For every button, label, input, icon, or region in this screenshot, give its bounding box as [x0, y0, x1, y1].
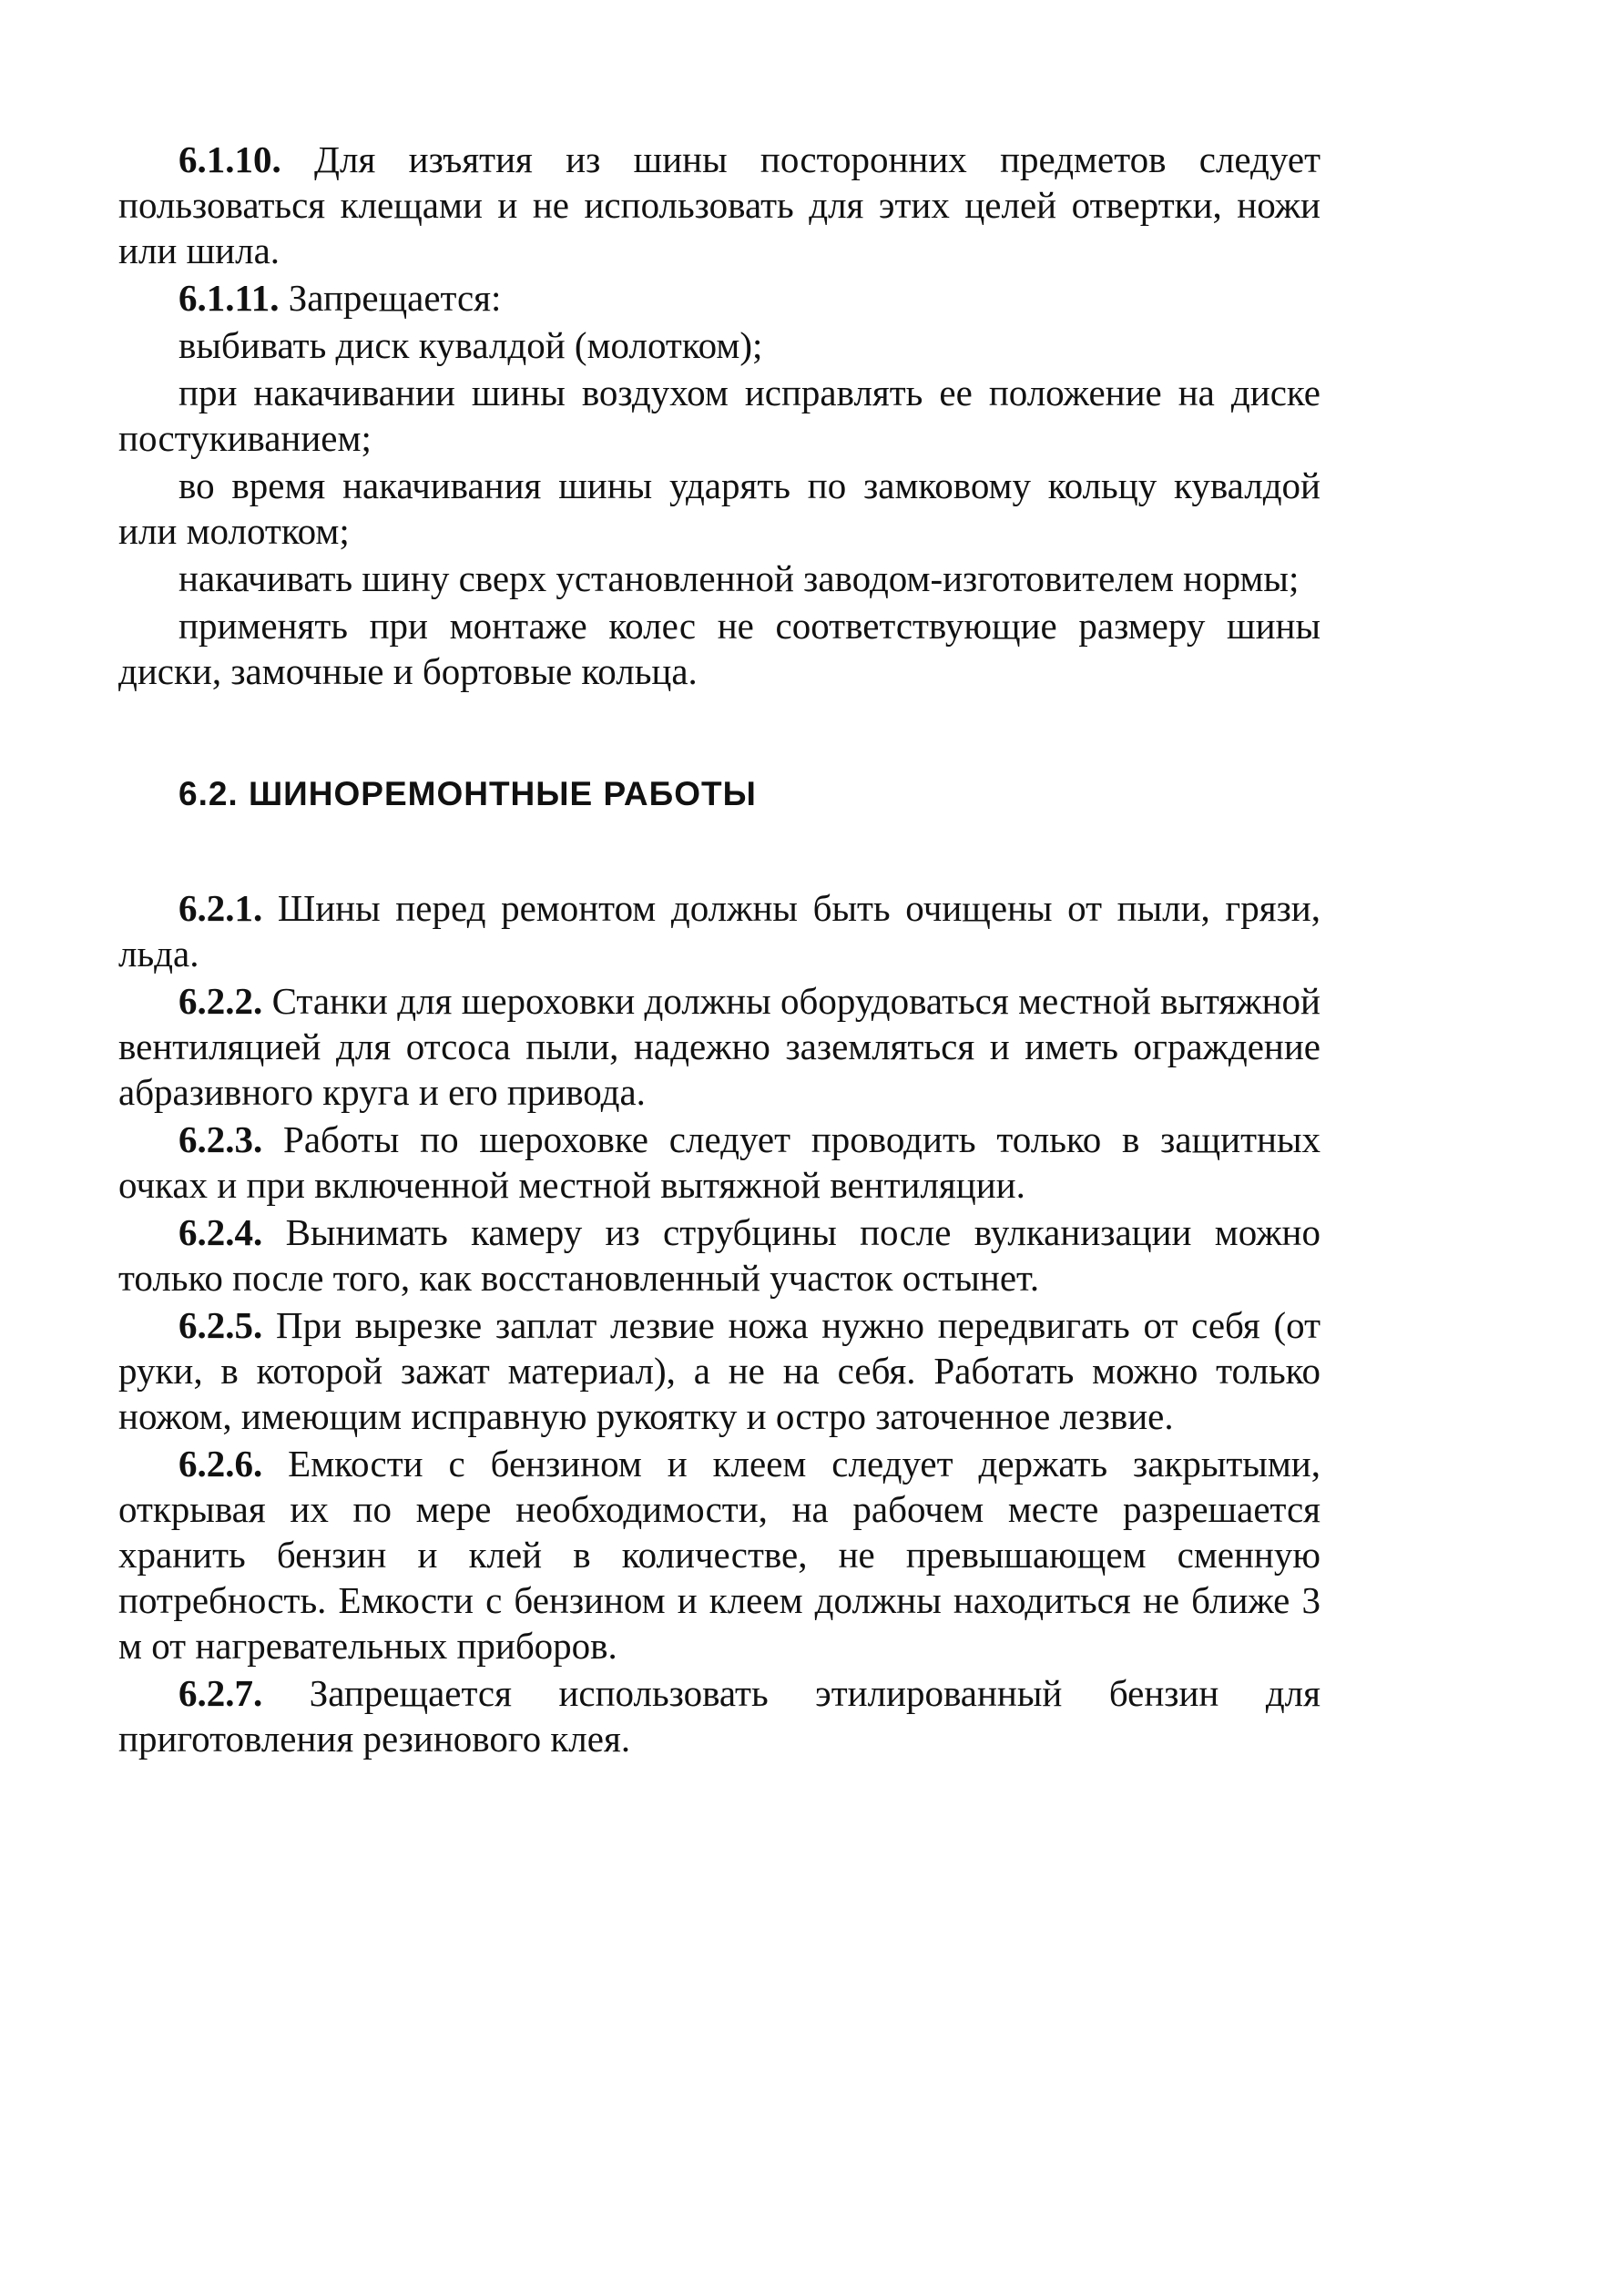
clause-number: 6.2.1.: [178, 887, 263, 929]
clause-number: 6.2.5.: [178, 1304, 263, 1346]
prohibition-item: во время накачивания шины ударять по замковому кольцу кувалдой или молотком;: [118, 464, 1320, 552]
document-page: [118, 137, 1320, 1763]
paragraph-6-2-4: [118, 1209, 1320, 1301]
prohibition-item: при накачивании шины воздухом исправлять ее положение на диске постукиванием;: [118, 372, 1320, 459]
section-heading: 6.2. ШИНОРЕМОНТНЫЕ РАБОТЫ: [178, 775, 757, 812]
prohibition-item: выбивать диск кувалдой (молотком);: [178, 324, 763, 366]
clause-number: 6.1.11.: [178, 277, 280, 319]
paragraph-6-2-5: [118, 1302, 1320, 1439]
clause-text: Вынимать камеру из струбцины после вулканизации можно только после того, как восстановленный участок остынет.: [118, 1211, 1320, 1299]
paragraph-6-2-2: [118, 978, 1320, 1115]
prohibition-item: накачивать шину сверх установленной заводом-изготовителем нормы;: [178, 557, 1300, 599]
paragraph-6-2-7: [118, 1670, 1320, 1761]
clause-text: Шины перед ремонтом должны быть очищены от пыли, грязи, льда.: [118, 887, 1320, 975]
prohibition-item: применять при монтаже колес не соответствующие размеру шины диски, замочные и бортовые кольца.: [118, 605, 1320, 692]
paragraph-6-1-11: [118, 275, 1320, 321]
clause-number: 6.2.7.: [178, 1672, 263, 1714]
clause-text: Запрещается использовать этилированный бензин для приготовления резинового клея.: [118, 1672, 1320, 1760]
clause-text: Запрещается:: [279, 277, 502, 319]
clause-number: 6.2.2.: [178, 980, 263, 1022]
paragraph-6-1-10: [118, 137, 1320, 273]
paragraph-6-2-1: [118, 885, 1320, 976]
paragraph-6-2-3: [118, 1117, 1320, 1208]
clause-number: 6.2.4.: [178, 1211, 263, 1253]
clause-text: Емкости с бензином и клеем следует держать закрытыми, открывая их по мере необходимости, на рабочем месте разрешается хранить бензин и клей в количестве, не превышающем сменную потребность. Емкости с бензином и клеем должны находиться не ближе 3 м от нагревательных приборов.: [118, 1443, 1320, 1667]
clause-text: Работы по шероховке следует проводить только в защитных очках и при включенной местной вытяжной вентиляции.: [118, 1118, 1320, 1206]
clause-text: Для изъятия из шины посторонних предметов следует пользоваться клещами и не использовать для этих целей отвертки, ножи или шила.: [118, 138, 1320, 271]
clause-number: 6.2.6.: [178, 1443, 263, 1485]
clause-number: 6.2.3.: [178, 1118, 263, 1160]
clause-text: При вырезке заплат лезвие ножа нужно передвигать от себя (от руки, в которой зажат материал), а не на себя. Работать можно только ножом, имеющим исправную рукоятку и остро заточенное лезвие.: [118, 1304, 1320, 1437]
clause-number: 6.1.10.: [178, 138, 281, 180]
clause-text: Станки для шероховки должны оборудоваться местной вытяжной вентиляцией для отсоса пыли, надежно заземляться и иметь ограждение абразивного круга и его привода.: [118, 980, 1320, 1113]
paragraph-6-2-6: [118, 1441, 1320, 1668]
